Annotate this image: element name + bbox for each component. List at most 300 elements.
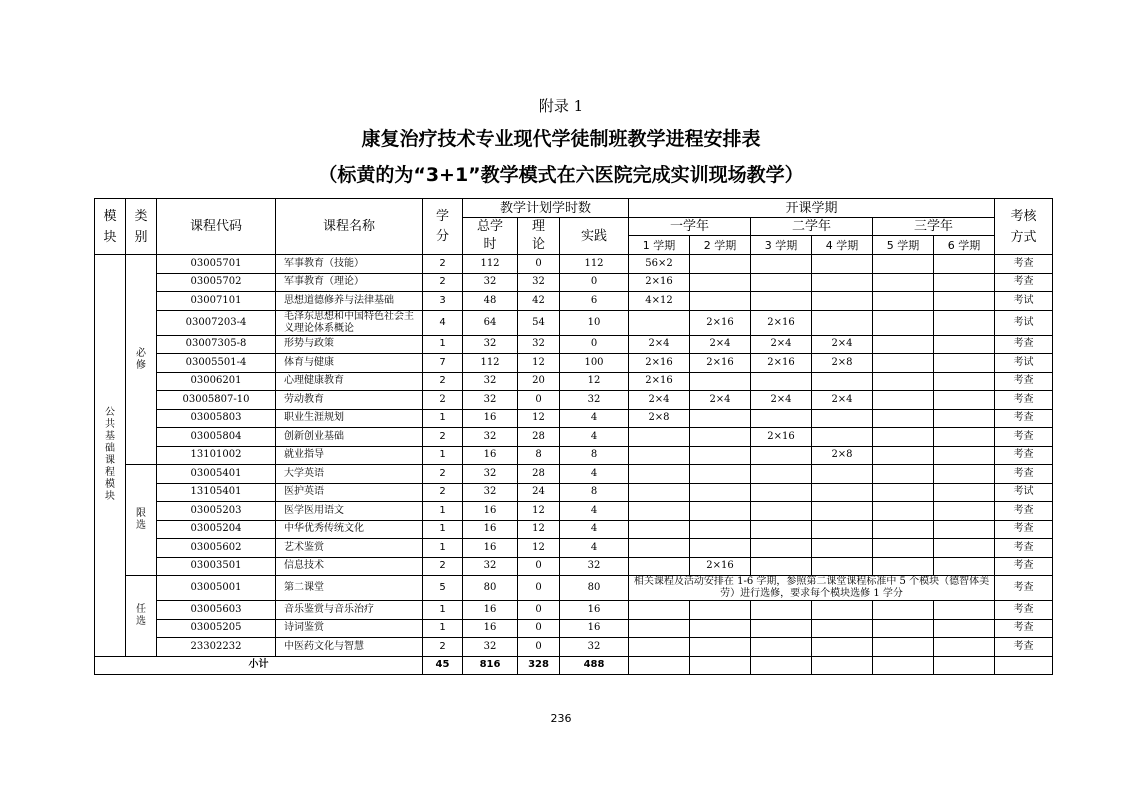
cell-exam: 考查 <box>995 638 1053 657</box>
cell-practice: 4 <box>560 409 629 428</box>
table-row <box>95 483 1053 502</box>
cell-credit: 2 <box>423 428 463 447</box>
cell-s5 <box>873 391 934 410</box>
subtotal-theory: 328 <box>518 656 560 675</box>
cell-s3 <box>751 520 812 539</box>
subtotal-empty <box>629 656 690 675</box>
cell-s1 <box>629 465 690 484</box>
cell-s2 <box>690 255 751 274</box>
page-title: 康复治疗技术专业现代学徒制班教学进程安排表 <box>361 128 761 150</box>
cell-code: 03005001 <box>157 576 276 601</box>
table-row <box>95 520 1053 539</box>
cell-name: 毛泽东思想和中国特色社会主义理论体系概论 <box>276 310 423 335</box>
cell-s1 <box>629 483 690 502</box>
table-row <box>95 409 1053 428</box>
cell-credit: 1 <box>423 335 463 354</box>
page-subtitle: （标黄的为“3+1”教学模式在六医院完成实训现场教学） <box>318 164 804 186</box>
cell-name: 中医药文化与智慧 <box>276 638 423 657</box>
cell-code: 13101002 <box>157 446 276 465</box>
cell-s1 <box>629 520 690 539</box>
cell-exam: 考查 <box>995 465 1053 484</box>
header-code: 课程代码 <box>157 199 276 255</box>
cell-credit: 1 <box>423 502 463 521</box>
cell-name: 创新创业基础 <box>276 428 423 447</box>
cell-s2 <box>690 465 751 484</box>
cell-name: 音乐鉴赏与音乐治疗 <box>276 601 423 620</box>
cell-code: 03007305-8 <box>157 335 276 354</box>
cell-total: 32 <box>463 428 518 447</box>
cell-name: 军事教育（理论） <box>276 273 423 292</box>
cell-s1: 56×2 <box>629 255 690 274</box>
table-body <box>95 255 1053 675</box>
cell-credit: 1 <box>423 601 463 620</box>
cell-s4 <box>812 409 873 428</box>
cell-code: 03005803 <box>157 409 276 428</box>
cell-theory: 0 <box>518 638 560 657</box>
cell-s6 <box>934 619 995 638</box>
cell-s6 <box>934 539 995 558</box>
subtotal-total: 816 <box>463 656 518 675</box>
cell-s1: 2×16 <box>629 354 690 373</box>
cell-name: 艺术鉴赏 <box>276 539 423 558</box>
cell-exam: 考试 <box>995 292 1053 311</box>
header-module: 模 块 <box>95 199 126 255</box>
cell-theory: 0 <box>518 601 560 620</box>
cell-total: 32 <box>463 483 518 502</box>
cell-practice: 32 <box>560 557 629 576</box>
cell-credit: 2 <box>423 255 463 274</box>
table-row <box>95 557 1053 576</box>
cell-s5 <box>873 539 934 558</box>
cell-s5 <box>873 520 934 539</box>
cell-name: 第二课堂 <box>276 576 423 601</box>
cell-s3 <box>751 292 812 311</box>
cell-total: 16 <box>463 601 518 620</box>
cell-credit: 2 <box>423 273 463 292</box>
cell-s3 <box>751 255 812 274</box>
cell-exam: 考查 <box>995 428 1053 447</box>
cell-total: 32 <box>463 372 518 391</box>
cell-code: 03005205 <box>157 619 276 638</box>
table-row <box>95 638 1053 657</box>
cell-s6 <box>934 273 995 292</box>
cell-name: 医护英语 <box>276 483 423 502</box>
cell-total: 16 <box>463 409 518 428</box>
header-year1: 一学年 <box>629 218 751 236</box>
cell-s6 <box>934 292 995 311</box>
cell-practice: 6 <box>560 292 629 311</box>
cell-total: 64 <box>463 310 518 335</box>
cell-exam: 考查 <box>995 372 1053 391</box>
cell-code: 03006201 <box>157 372 276 391</box>
cell-s1: 2×4 <box>629 391 690 410</box>
cell-practice: 4 <box>560 428 629 447</box>
cell-code: 03005701 <box>157 255 276 274</box>
cell-name: 职业生涯规划 <box>276 409 423 428</box>
cell-s4 <box>812 372 873 391</box>
category-required: 必 修 <box>126 255 157 465</box>
cell-exam: 考试 <box>995 483 1053 502</box>
cell-s4: 2×8 <box>812 446 873 465</box>
cell-code: 03005807-10 <box>157 391 276 410</box>
cell-credit: 2 <box>423 391 463 410</box>
subtotal-empty <box>995 656 1053 675</box>
cell-practice: 4 <box>560 502 629 521</box>
cell-code: 03005401 <box>157 465 276 484</box>
category-elective: 任 选 <box>126 576 157 657</box>
table-row <box>95 601 1053 620</box>
cell-code: 13105401 <box>157 483 276 502</box>
cell-s2: 2×4 <box>690 335 751 354</box>
cell-exam: 考查 <box>995 520 1053 539</box>
cell-s4 <box>812 310 873 335</box>
cell-s2 <box>690 520 751 539</box>
table-row <box>95 292 1053 311</box>
cell-theory: 12 <box>518 520 560 539</box>
cell-s4 <box>812 601 873 620</box>
cell-code: 03007203-4 <box>157 310 276 335</box>
cell-theory: 12 <box>518 502 560 521</box>
cell-s3 <box>751 601 812 620</box>
cell-s1 <box>629 446 690 465</box>
cell-total: 32 <box>463 638 518 657</box>
cell-name: 就业指导 <box>276 446 423 465</box>
cell-credit: 1 <box>423 446 463 465</box>
cell-theory: 0 <box>518 619 560 638</box>
cell-code: 03005501-4 <box>157 354 276 373</box>
cell-s6 <box>934 409 995 428</box>
cell-credit: 2 <box>423 638 463 657</box>
cell-total: 16 <box>463 539 518 558</box>
cell-total: 16 <box>463 619 518 638</box>
cell-s3: 2×16 <box>751 310 812 335</box>
cell-code: 23302232 <box>157 638 276 657</box>
cell-practice: 80 <box>560 576 629 601</box>
cell-s3 <box>751 372 812 391</box>
cell-s5 <box>873 601 934 620</box>
cell-s3 <box>751 409 812 428</box>
subtotal-practice: 488 <box>560 656 629 675</box>
cell-practice: 0 <box>560 273 629 292</box>
cell-credit: 1 <box>423 409 463 428</box>
cell-s3: 2×4 <box>751 335 812 354</box>
header-schedule-group: 开课学期 <box>629 199 995 218</box>
cell-credit: 1 <box>423 520 463 539</box>
cell-s2 <box>690 428 751 447</box>
cell-total: 112 <box>463 255 518 274</box>
cell-practice: 32 <box>560 638 629 657</box>
cell-code: 03005204 <box>157 520 276 539</box>
cell-s5 <box>873 557 934 576</box>
subtotal-label: 小计 <box>95 656 423 675</box>
cell-name: 劳动教育 <box>276 391 423 410</box>
cell-s6 <box>934 638 995 657</box>
cell-theory: 0 <box>518 557 560 576</box>
subtotal-empty <box>873 656 934 675</box>
cell-theory: 12 <box>518 409 560 428</box>
cell-s4 <box>812 520 873 539</box>
cell-s3 <box>751 465 812 484</box>
cell-name: 诗词鉴赏 <box>276 619 423 638</box>
cell-credit: 1 <box>423 619 463 638</box>
cell-s1 <box>629 557 690 576</box>
header-sem5: 5 学期 <box>873 236 934 255</box>
cell-exam: 考查 <box>995 619 1053 638</box>
cell-exam: 考查 <box>995 539 1053 558</box>
cell-s5 <box>873 446 934 465</box>
table-row <box>95 539 1053 558</box>
cell-code: 03005804 <box>157 428 276 447</box>
cell-s3 <box>751 483 812 502</box>
cell-practice: 10 <box>560 310 629 335</box>
header-sem4: 4 学期 <box>812 236 873 255</box>
cell-s5 <box>873 638 934 657</box>
cell-s3 <box>751 619 812 638</box>
cell-practice: 112 <box>560 255 629 274</box>
cell-s2 <box>690 601 751 620</box>
cell-s6 <box>934 372 995 391</box>
cell-s4: 2×8 <box>812 354 873 373</box>
cell-s2: 2×16 <box>690 557 751 576</box>
cell-theory: 12 <box>518 354 560 373</box>
subtotal-row <box>95 656 1053 675</box>
cell-practice: 100 <box>560 354 629 373</box>
cell-credit: 3 <box>423 292 463 311</box>
cell-s3 <box>751 638 812 657</box>
cell-s1 <box>629 601 690 620</box>
subtotal-empty <box>751 656 812 675</box>
cell-practice: 8 <box>560 483 629 502</box>
table-row <box>95 428 1053 447</box>
cell-s1 <box>629 502 690 521</box>
cell-credit: 7 <box>423 354 463 373</box>
cell-s6 <box>934 465 995 484</box>
table-row <box>95 273 1053 292</box>
cell-theory: 42 <box>518 292 560 311</box>
subtotal-empty <box>812 656 873 675</box>
cell-s5 <box>873 292 934 311</box>
cell-credit: 5 <box>423 576 463 601</box>
cell-s1 <box>629 638 690 657</box>
appendix-label: 附录 1 <box>538 97 584 115</box>
cell-exam: 考查 <box>995 273 1053 292</box>
cell-s1 <box>629 310 690 335</box>
cell-s1: 4×12 <box>629 292 690 311</box>
table-row <box>95 446 1053 465</box>
cell-credit: 2 <box>423 465 463 484</box>
cell-s4 <box>812 428 873 447</box>
header-sem3: 3 学期 <box>751 236 812 255</box>
cell-s4 <box>812 539 873 558</box>
cell-name: 心理健康教育 <box>276 372 423 391</box>
cell-s2 <box>690 292 751 311</box>
cell-s3 <box>751 273 812 292</box>
cell-s5 <box>873 428 934 447</box>
cell-practice: 16 <box>560 601 629 620</box>
cell-s2 <box>690 502 751 521</box>
cell-total: 16 <box>463 446 518 465</box>
cell-total: 32 <box>463 335 518 354</box>
cell-name: 思想道德修养与法律基础 <box>276 292 423 311</box>
cell-name: 中华优秀传统文化 <box>276 520 423 539</box>
cell-theory: 12 <box>518 539 560 558</box>
cell-code: 03007101 <box>157 292 276 311</box>
cell-practice: 8 <box>560 446 629 465</box>
cell-s4 <box>812 638 873 657</box>
cell-total: 16 <box>463 520 518 539</box>
cell-code: 03005203 <box>157 502 276 521</box>
cell-name: 形势与政策 <box>276 335 423 354</box>
cell-s2: 2×16 <box>690 310 751 335</box>
table-header <box>95 199 1053 255</box>
cell-s2 <box>690 409 751 428</box>
cell-s1 <box>629 428 690 447</box>
subtotal-credit: 45 <box>423 656 463 675</box>
cell-name: 体育与健康 <box>276 354 423 373</box>
cell-theory: 0 <box>518 255 560 274</box>
cell-s1 <box>629 619 690 638</box>
header-sem6: 6 学期 <box>934 236 995 255</box>
cell-s1: 2×8 <box>629 409 690 428</box>
cell-s5 <box>873 483 934 502</box>
cell-s1: 2×16 <box>629 273 690 292</box>
table-row <box>95 576 1053 601</box>
cell-s3 <box>751 502 812 521</box>
cell-total: 32 <box>463 557 518 576</box>
cell-code: 03005702 <box>157 273 276 292</box>
table-row <box>95 335 1053 354</box>
cell-s6 <box>934 354 995 373</box>
cell-s5 <box>873 255 934 274</box>
cell-code: 03003501 <box>157 557 276 576</box>
cell-s5 <box>873 465 934 484</box>
cell-exam: 考查 <box>995 557 1053 576</box>
table-row <box>95 310 1053 335</box>
cell-total: 48 <box>463 292 518 311</box>
cell-theory: 32 <box>518 273 560 292</box>
cell-s6 <box>934 557 995 576</box>
cell-credit: 1 <box>423 539 463 558</box>
cell-name: 信息技术 <box>276 557 423 576</box>
header-total-hours: 总学 时 <box>463 218 518 255</box>
cell-note: 相关课程及活动安排在 1-6 学期，参照第二课堂课程标准中 5 个模块（德智体美劳）进行选修，要求每个模块选修 1 学分 <box>629 576 995 601</box>
cell-s6 <box>934 335 995 354</box>
cell-theory: 0 <box>518 576 560 601</box>
cell-total: 16 <box>463 502 518 521</box>
cell-exam: 考查 <box>995 409 1053 428</box>
cell-s2 <box>690 446 751 465</box>
cell-code: 03005603 <box>157 601 276 620</box>
cell-theory: 8 <box>518 446 560 465</box>
subtotal-empty <box>690 656 751 675</box>
cell-exam: 考查 <box>995 502 1053 521</box>
cell-total: 112 <box>463 354 518 373</box>
cell-theory: 24 <box>518 483 560 502</box>
table-row <box>95 391 1053 410</box>
header-sem2: 2 学期 <box>690 236 751 255</box>
cell-exam: 考查 <box>995 576 1053 601</box>
cell-practice: 12 <box>560 372 629 391</box>
cell-s2: 2×4 <box>690 391 751 410</box>
cell-code: 03005602 <box>157 539 276 558</box>
cell-s6 <box>934 502 995 521</box>
cell-s5 <box>873 273 934 292</box>
cell-s5 <box>873 502 934 521</box>
cell-s4: 2×4 <box>812 335 873 354</box>
cell-exam: 考试 <box>995 354 1053 373</box>
cell-s6 <box>934 310 995 335</box>
cell-s4 <box>812 619 873 638</box>
cell-total: 80 <box>463 576 518 601</box>
cell-s6 <box>934 428 995 447</box>
cell-s3 <box>751 446 812 465</box>
header-year2: 二学年 <box>751 218 873 236</box>
cell-s1: 2×4 <box>629 335 690 354</box>
cell-exam: 考查 <box>995 391 1053 410</box>
cell-s5 <box>873 372 934 391</box>
header-hours-group: 教学计划学时数 <box>463 199 629 218</box>
table-row <box>95 619 1053 638</box>
cell-theory: 28 <box>518 428 560 447</box>
cell-s4 <box>812 483 873 502</box>
table-row <box>95 354 1053 373</box>
cell-s2 <box>690 483 751 502</box>
table-row <box>95 255 1053 274</box>
cell-s6 <box>934 446 995 465</box>
cell-s2 <box>690 372 751 391</box>
cell-exam: 考查 <box>995 255 1053 274</box>
cell-s5 <box>873 409 934 428</box>
cell-practice: 0 <box>560 335 629 354</box>
header-exam: 考核 方式 <box>995 199 1053 255</box>
header-year3: 三学年 <box>873 218 995 236</box>
category-limited: 限 选 <box>126 465 157 576</box>
cell-total: 32 <box>463 273 518 292</box>
cell-s6 <box>934 601 995 620</box>
teaching-plan-table <box>94 198 1053 675</box>
cell-theory: 0 <box>518 391 560 410</box>
cell-s4 <box>812 292 873 311</box>
cell-credit: 2 <box>423 557 463 576</box>
cell-practice: 4 <box>560 539 629 558</box>
cell-s3: 2×4 <box>751 391 812 410</box>
cell-exam: 考试 <box>995 310 1053 335</box>
cell-s2 <box>690 273 751 292</box>
cell-s2 <box>690 619 751 638</box>
cell-practice: 32 <box>560 391 629 410</box>
page-number: 236 <box>550 712 572 725</box>
cell-total: 32 <box>463 391 518 410</box>
cell-s4 <box>812 502 873 521</box>
cell-s2 <box>690 539 751 558</box>
module-cell: 公 共 基 础 课 程 模 块 <box>95 255 126 657</box>
cell-s5 <box>873 354 934 373</box>
cell-s4 <box>812 255 873 274</box>
cell-exam: 考查 <box>995 335 1053 354</box>
cell-total: 32 <box>463 465 518 484</box>
header-sem1: 1 学期 <box>629 236 690 255</box>
table-row <box>95 502 1053 521</box>
cell-s6 <box>934 255 995 274</box>
cell-credit: 2 <box>423 483 463 502</box>
cell-s3: 2×16 <box>751 354 812 373</box>
header-credit: 学 分 <box>423 199 463 255</box>
cell-s2 <box>690 638 751 657</box>
cell-practice: 16 <box>560 619 629 638</box>
cell-name: 大学英语 <box>276 465 423 484</box>
cell-name: 军事教育（技能） <box>276 255 423 274</box>
cell-theory: 28 <box>518 465 560 484</box>
